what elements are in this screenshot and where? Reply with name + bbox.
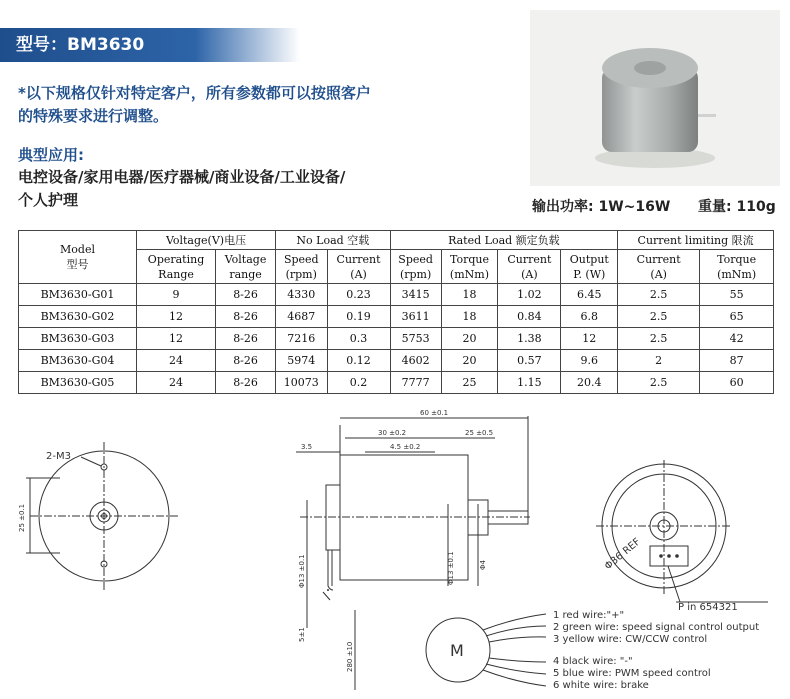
table-cell: 12 (137, 306, 216, 328)
ref-diameter-label: Φ36 REF (602, 536, 643, 573)
table-row (19, 284, 774, 306)
model-cell: BM3630-G05 (19, 372, 137, 394)
motor-photo-image (530, 10, 780, 186)
wire-2-label: 2 green wire: speed signal control output (553, 622, 760, 633)
subheader-cell: Voltage range (216, 250, 276, 284)
table-cell: 20 (441, 328, 498, 350)
subheader-cell: Output P. (W) (561, 250, 618, 284)
table-cell: 5753 (390, 328, 441, 350)
table-cell: 12 (137, 328, 216, 350)
table-cell: 8-26 (216, 306, 276, 328)
table-cell: 2.5 (618, 328, 700, 350)
table-row (19, 306, 774, 328)
wire-5-label: 5 blue wire: PWM speed control (553, 668, 711, 679)
model-cell: BM3630-G02 (19, 306, 137, 328)
table-cell: 20.4 (561, 372, 618, 394)
subheader-cell: Current (A) (327, 250, 390, 284)
table-cell: 8-26 (216, 328, 276, 350)
table-cell: 0.19 (327, 306, 390, 328)
model-cell: BM3630-G04 (19, 350, 137, 372)
wire-1-label: 1 red wire:"+" (553, 610, 625, 621)
application-text: 电控设备/家用电器/医疗器械/商业设备/工业设备/个人护理 (18, 168, 346, 209)
table-cell: 1.15 (498, 372, 561, 394)
motor-symbol-label: M (450, 641, 464, 660)
total-length-label: 60 ±0.1 (420, 409, 449, 417)
subheader-cell: Speed (rpm) (276, 250, 327, 284)
table-cell: 25 (441, 372, 498, 394)
current-limiting-header: Current limiting 限流 (618, 231, 774, 250)
table-cell: 8-26 (216, 284, 276, 306)
table-cell: 0.3 (327, 328, 390, 350)
table-cell: 8-26 (216, 350, 276, 372)
dia-13b-label: Φ13 ±0.1 (447, 551, 455, 585)
table-cell: 1.38 (498, 328, 561, 350)
table-cell: 3611 (390, 306, 441, 328)
table-cell: 4330 (276, 284, 327, 306)
table-cell: 9.6 (561, 350, 618, 372)
table-cell: 0.2 (327, 372, 390, 394)
table-cell: 2.5 (618, 306, 700, 328)
table-cell: 10073 (276, 372, 327, 394)
table-cell: 42 (700, 328, 774, 350)
table-cell: 18 (441, 284, 498, 306)
table-cell: 7777 (390, 372, 441, 394)
model-banner: 型号：BM3630 (0, 28, 300, 62)
weight: 重量: 110g (698, 199, 776, 215)
dim-5-label: 5±1 (298, 627, 306, 642)
table-cell: 4687 (276, 306, 327, 328)
model-cell: BM3630-G03 (19, 328, 137, 350)
table-cell: 24 (137, 350, 216, 372)
table-cell: 55 (700, 284, 774, 306)
technical-drawing (0, 400, 790, 699)
table-cell: 2.5 (618, 372, 700, 394)
table-cell: 7216 (276, 328, 327, 350)
table-cell: 9 (137, 284, 216, 306)
output-power: 输出功率: 1W~16W (532, 199, 671, 215)
dia-13-label: Φ13 ±0.1 (298, 554, 306, 588)
table-cell: 5974 (276, 350, 327, 372)
table-cell: 4602 (390, 350, 441, 372)
customization-note: *以下规格仅针对特定客户，所有参数都可以按照客户的特殊要求进行调整。 (18, 84, 371, 125)
table-row (19, 350, 774, 372)
wire-6-label: 6 white wire: brake (553, 680, 649, 691)
table-cell: 87 (700, 350, 774, 372)
motor-photo (530, 10, 780, 186)
dia-4-label: Φ4 (479, 560, 487, 570)
model-cell: BM3630-G01 (19, 284, 137, 306)
rated-load-header: Rated Load 额定负载 (390, 231, 618, 250)
m3-label: 2-M3 (46, 451, 71, 462)
wire-length-label: 280 ±10 (346, 641, 354, 672)
table-cell: 65 (700, 306, 774, 328)
subheader-cell: Current (A) (498, 250, 561, 284)
table-body (19, 284, 774, 394)
subheader-cell: Current (A) (618, 250, 700, 284)
subheader-cell: Speed (rpm) (390, 250, 441, 284)
table-cell: 20 (441, 350, 498, 372)
table-cell: 1.02 (498, 284, 561, 306)
subheader-cell: Operating Range (137, 250, 216, 284)
table-cell: 0.57 (498, 350, 561, 372)
wire-4-label: 4 black wire: "-" (553, 656, 633, 667)
dim-25-label: 25 ±0.5 (465, 429, 494, 437)
voltage-header: Voltage(V)电压 (137, 231, 276, 250)
table-cell: 6.8 (561, 306, 618, 328)
subheader-cell: Torque (mNm) (441, 250, 498, 284)
table-cell: 2.5 (618, 284, 700, 306)
spec-table (18, 230, 774, 394)
wire-3-label: 3 yellow wire: CW/CCW control (553, 634, 708, 645)
no-load-header: No Load 空载 (276, 231, 391, 250)
table-cell: 6.45 (561, 284, 618, 306)
table-cell: 0.23 (327, 284, 390, 306)
table-cell: 3415 (390, 284, 441, 306)
dim-45-label: 4.5 ±0.2 (390, 443, 421, 451)
table-cell: 0.12 (327, 350, 390, 372)
table-cell: 8-26 (216, 372, 276, 394)
table-cell: 0.84 (498, 306, 561, 328)
model-header: Model 型号 (19, 231, 137, 284)
table-cell: 2 (618, 350, 700, 372)
dim-35-label: 3.5 (301, 443, 313, 451)
table-cell: 12 (561, 328, 618, 350)
application-title: 典型应用: (18, 146, 84, 164)
subheader-cell: Torque (mNm) (700, 250, 774, 284)
table-cell: 18 (441, 306, 498, 328)
pin-label: P in 654321 (678, 602, 738, 613)
table-row (19, 328, 774, 350)
table-cell: 24 (137, 372, 216, 394)
table-cell: 60 (700, 372, 774, 394)
dim-30-label: 30 ±0.2 (378, 429, 407, 437)
front-height-label: 25 ±0.1 (18, 503, 26, 532)
table-row (19, 372, 774, 394)
